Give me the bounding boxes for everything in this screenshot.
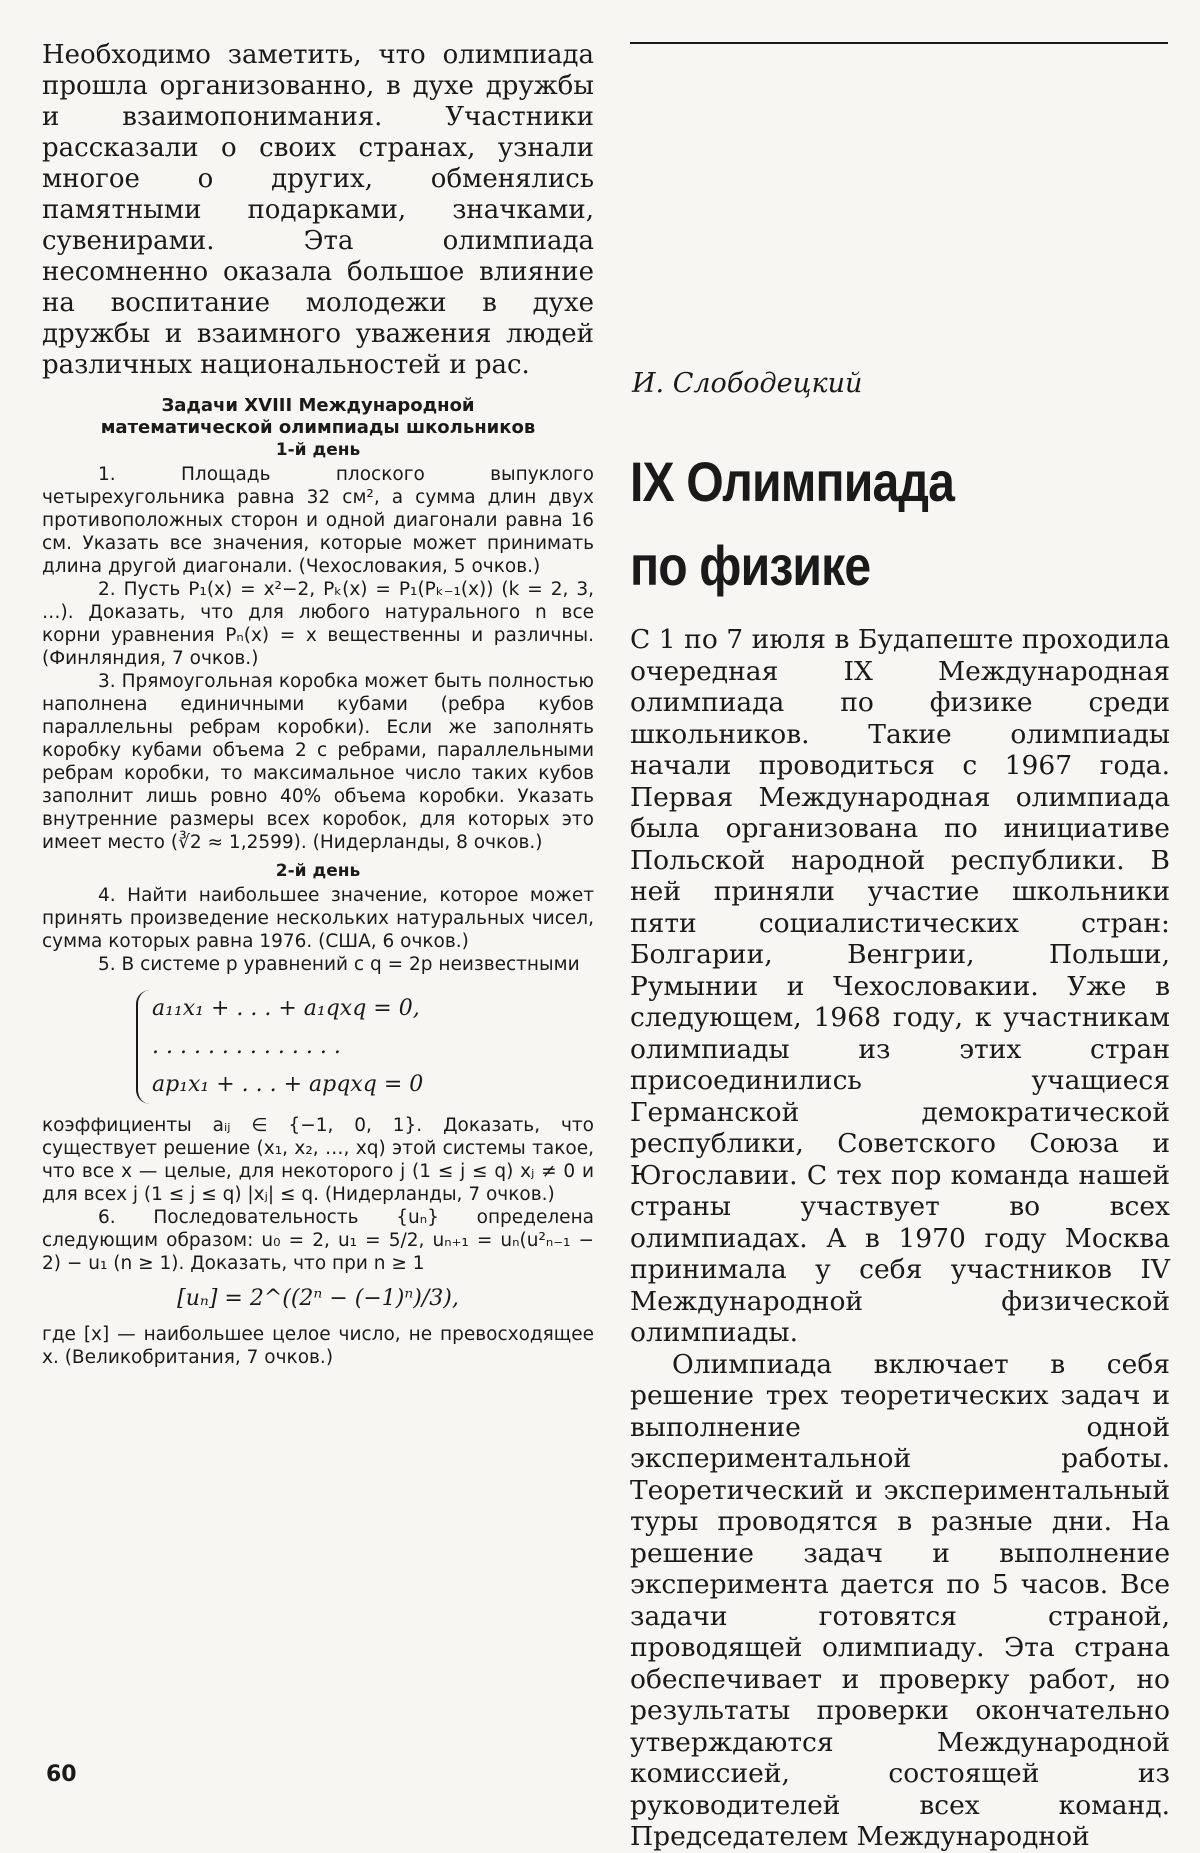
task-5: 5. В системе p уравнений с q = 2p неизвестными xyxy=(98,954,580,975)
task-6-formula: [uₙ] = 2^((2ⁿ − (−1)ⁿ)/3), xyxy=(177,1286,459,1311)
headline-line1: IX Олимпиада xyxy=(630,450,955,513)
article-headline xyxy=(630,440,954,608)
tasks-heading xyxy=(42,395,594,439)
task-1: 1. Площадь плоского выпуклого четырехугольника равна 32 см², а сумма длин двух противоположных сторон и одной диагонали равна 16 см. Указать все значения, которые может принимать длина другой диагонали. (Чехословакия, 5 очков.) xyxy=(42,464,594,577)
tasks-heading-line2: математической олимпиады школьников xyxy=(100,417,536,438)
day1-heading: 1-й день xyxy=(275,440,361,460)
system-line-3: ap₁x₁ + . . . + apqxq = 0 xyxy=(152,1072,424,1097)
intro-paragraph: Необходимо заметить, что олимпиада прошла организованно, в духе дружбы и взаимопонимания. Участники рассказали о своих странах, узнали многое о других, обменялись памятными подарками, значками, сувенирами. Эта олимпиада несомненно оказала большое влияние на воспитание молодежи в духе дружбы и взаимного уважения людей различных национальностей и рас. xyxy=(42,40,594,380)
system-line-1: a₁₁x₁ + . . . + a₁qxq = 0, xyxy=(152,996,420,1021)
task-5-continued: коэффициенты aᵢⱼ ∈ {−1, 0, 1}. Доказать, что существует решение (x₁, x₂, …, xq) этой системы такое, что все x — целые, для некоторого j (1 ≤ j ≤ q) xⱼ ≠ 0 и для всех j (1 ≤ j ≤ q) |xⱼ| ≤ q. (Нидерланды, 7 очков.) xyxy=(42,1115,594,1205)
task-4: 4. Найти наибольшее значение, которое может принять произведение нескольких натуральных чисел, сумма которых равна 1976. (США, 6 очков.) xyxy=(42,885,594,952)
left-column xyxy=(42,40,594,1369)
task-6: 6. Последовательность {uₙ} определена следующим образом: u₀ = 2, u₁ = 5/2, uₙ₊₁ = uₙ(u²ₙ₋₁ − 2) − u₁ (n ≥ 1). Доказать, что при n ≥ 1 xyxy=(42,1207,594,1274)
system-line-2: . . . . . . . . . . . . . . xyxy=(152,1034,341,1059)
article-body xyxy=(630,624,1170,1853)
tasks-heading-line1: Задачи XVIII Международной xyxy=(161,395,475,416)
task-6-continued: где [x] — наибольшее целое число, не превосходящее x. (Великобритания, 7 очков.) xyxy=(42,1324,594,1368)
article-paragraph-1: С 1 по 7 июля в Будапеште проходила очередная IX Международная олимпиада по физике среди школьников. Такие олимпиады начали проводиться с 1967 года. Первая Международная олимпиада была организована по инициативе Польской народной республики. В ней приняли участие школьники пяти социалистических стран: Болгарии, Венгрии, Польши, Румынии и Чехословакии. Уже в следующем, 1968 году, к участникам олимпиады из этих стран присоединились учащиеся Германской демократической республики, Советского Союза и Югославии. С тех пор команда нашей страны участвует во всех олимпиадах. А в 1970 году Москва принимала у себя участников IV Международной физической олимпиады. xyxy=(630,624,1170,1348)
article-author: И. Слободецкий xyxy=(632,368,863,399)
equation-system xyxy=(136,990,594,1104)
article-paragraph-2: Олимпиада включает в себя решение трех теоретических задач и выполнение одной экспериментальной работы. Теоретический и экспериментальный туры проводятся в разные дни. На решение задач и выполнение эксперимента дается по 5 часов. Все задачи готовятся страной, проводящей олимпиаду. Эта страна обеспечивает и проверку работ, но результаты проверки окончательно утверждаются Международной комиссией, состоящей из руководителей всех команд. Председателем Международной xyxy=(630,1348,1170,1852)
task-3: 3. Прямоугольная коробка может быть полностью наполнена единичными кубами (ребра кубов параллельны ребрам коробки). Если же заполнять коробку кубами объема 2 с ребрами, параллельными ребрам коробки, то максимальное число таких кубов заполнит лишь ровно 40% объема коробки. Указать внутренние размеры всех коробок, для которых это имеет место (∛2 ≈ 1,2599). (Нидерланды, 8 очков.) xyxy=(42,671,594,853)
top-rule-divider xyxy=(630,42,1168,44)
day2-heading: 2-й день xyxy=(275,861,361,881)
headline-line2: по физике xyxy=(630,534,871,597)
page-number: 60 xyxy=(46,1762,77,1787)
task-2: 2. Пусть P₁(x) = x²−2, Pₖ(x) = P₁(Pₖ₋₁(x)) (k = 2, 3, …). Доказать, что для любого натурального n все корни уравнения Pₙ(x) = x вещественны и различны. (Финляндия, 7 очков.) xyxy=(42,579,594,669)
